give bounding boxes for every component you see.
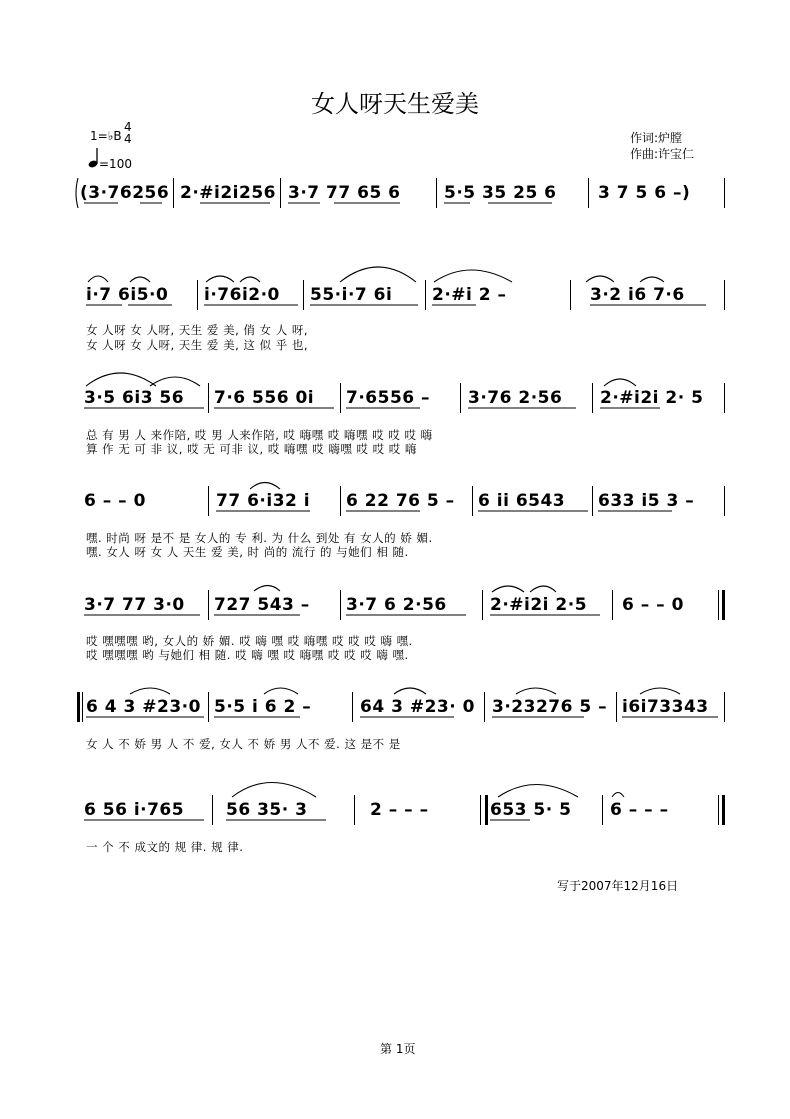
date-note: 写于2007年12月16日 [557,879,679,893]
measure: 3·23276 5 – [492,697,608,717]
measure: 7·6556 – [346,388,431,408]
lyrics-verse-2: 女 人呀 女 人呀, 天生 爱 美, 这 似 乎 也, [86,338,309,352]
lyrics-verse-1: 嘿. 时尚 呀 是不 是 女人的 专 利. 为 什么 到处 有 女人的 娇 媚. [86,531,433,545]
measure: 6 – – – [610,800,669,820]
time-signature: 4 4 [124,120,132,146]
lyrics-verse-1: 哎 嘿嘿嘿 哟, 女人的 娇 媚. 哎 嗨 嘿 哎 嗨嘿 哎 哎 哎 嗨 嘿. [86,634,413,648]
measure: 3·76 2·56 [468,388,563,408]
measure: 3·5 6i3 56 [84,388,185,408]
measure: 55·i·7 6i [310,285,393,305]
measure: 6 4 3 #23·0 [86,697,201,717]
fermata-icon [612,793,624,798]
measure: 3·7 77 65 6 [288,183,401,203]
lyrics-verse-1: 总 有 男 人 来作陪, 哎 男 人来作陪, 哎 嗨嘿 哎 嗨嘿 哎 哎 哎 嗨 [86,428,433,442]
measure: 653 5· 5 [490,800,572,820]
composer: 作曲:许宝仁 [630,147,695,161]
measure: 6 – – 0 [622,595,684,615]
lyrics-verse-2: 算 作 无 可 非 议, 哎 无 可非 议, 哎 嗨嘿 哎 嗨嘿 哎 哎 哎 嗨 [86,442,417,456]
measure: 6 22 76 5 – [346,491,455,511]
measure: 64 3 #23· 0 [360,697,475,717]
lyrics-verse-1: 女 人 不 娇 男 人 不 爱, 女人 不 娇 男 人不 爱. 这 是不 是 [86,737,401,751]
lyrics-verse-1: 女 人呀 女 人呀, 天生 爱 美, 俏 女 人 呀, [86,323,309,337]
measure: 3·7 6 2·56 [346,595,447,615]
lyrics-verse-2: 哎 嘿嘿嘿 哟 与她们 相 随. 哎 嗨 嘿 哎 嗨嘿 哎 哎 哎 嗨 嘿. [86,648,409,662]
measure: 6 56 i·765 [84,800,185,820]
measure: 6 – – 0 [84,491,146,511]
song-title: 女人呀天生爱美 [311,90,479,118]
page-number: 第 1页 [380,1042,416,1056]
measure: 727 543 – [214,595,310,615]
measure: 633 i5 3 – [598,491,695,511]
measure: 3 7 5 6 –) [598,183,691,203]
measure: 5·5 i 6 2 – [214,697,312,717]
measure: 3·7 77 3·0 [84,595,185,615]
measure: 3·2 i6 7·6 [590,285,685,305]
measure: i·7 6i5·0 [86,285,169,305]
measure: 77 6·i32 i [216,491,311,511]
lyricist: 作词:炉膛 [630,131,683,145]
measure: 2·#i2i 2· 5 [600,388,704,408]
measure: 56 35· 3 [226,800,308,820]
measure: 5·5 35 25 6 [444,183,557,203]
key-signature: 1=♭B [90,129,122,143]
measure: 2·#i2i 2·5 [490,595,588,615]
lyrics-verse-2: 嘿. 女人 呀 女 人 天生 爱 美, 时 尚的 流行 的 与她们 相 随. [86,545,409,559]
measure: 7·6 556 0i [214,388,315,408]
tempo-marking: =100 [99,157,132,171]
measure: i·76i2·0 [204,285,280,305]
measure: (3·76256 [80,183,170,203]
measure: 6 ii 6543 [478,491,566,511]
measure: i6i73343 [622,697,709,717]
open-paren [76,178,78,208]
measure: 2 – – – [370,800,429,820]
measure: 2·#i 2 – [432,285,507,305]
lyrics-verse-1: 一 个 不 成文的 规 律. 规 律. [86,840,244,854]
measure: 2·#i2i256 [180,183,276,203]
